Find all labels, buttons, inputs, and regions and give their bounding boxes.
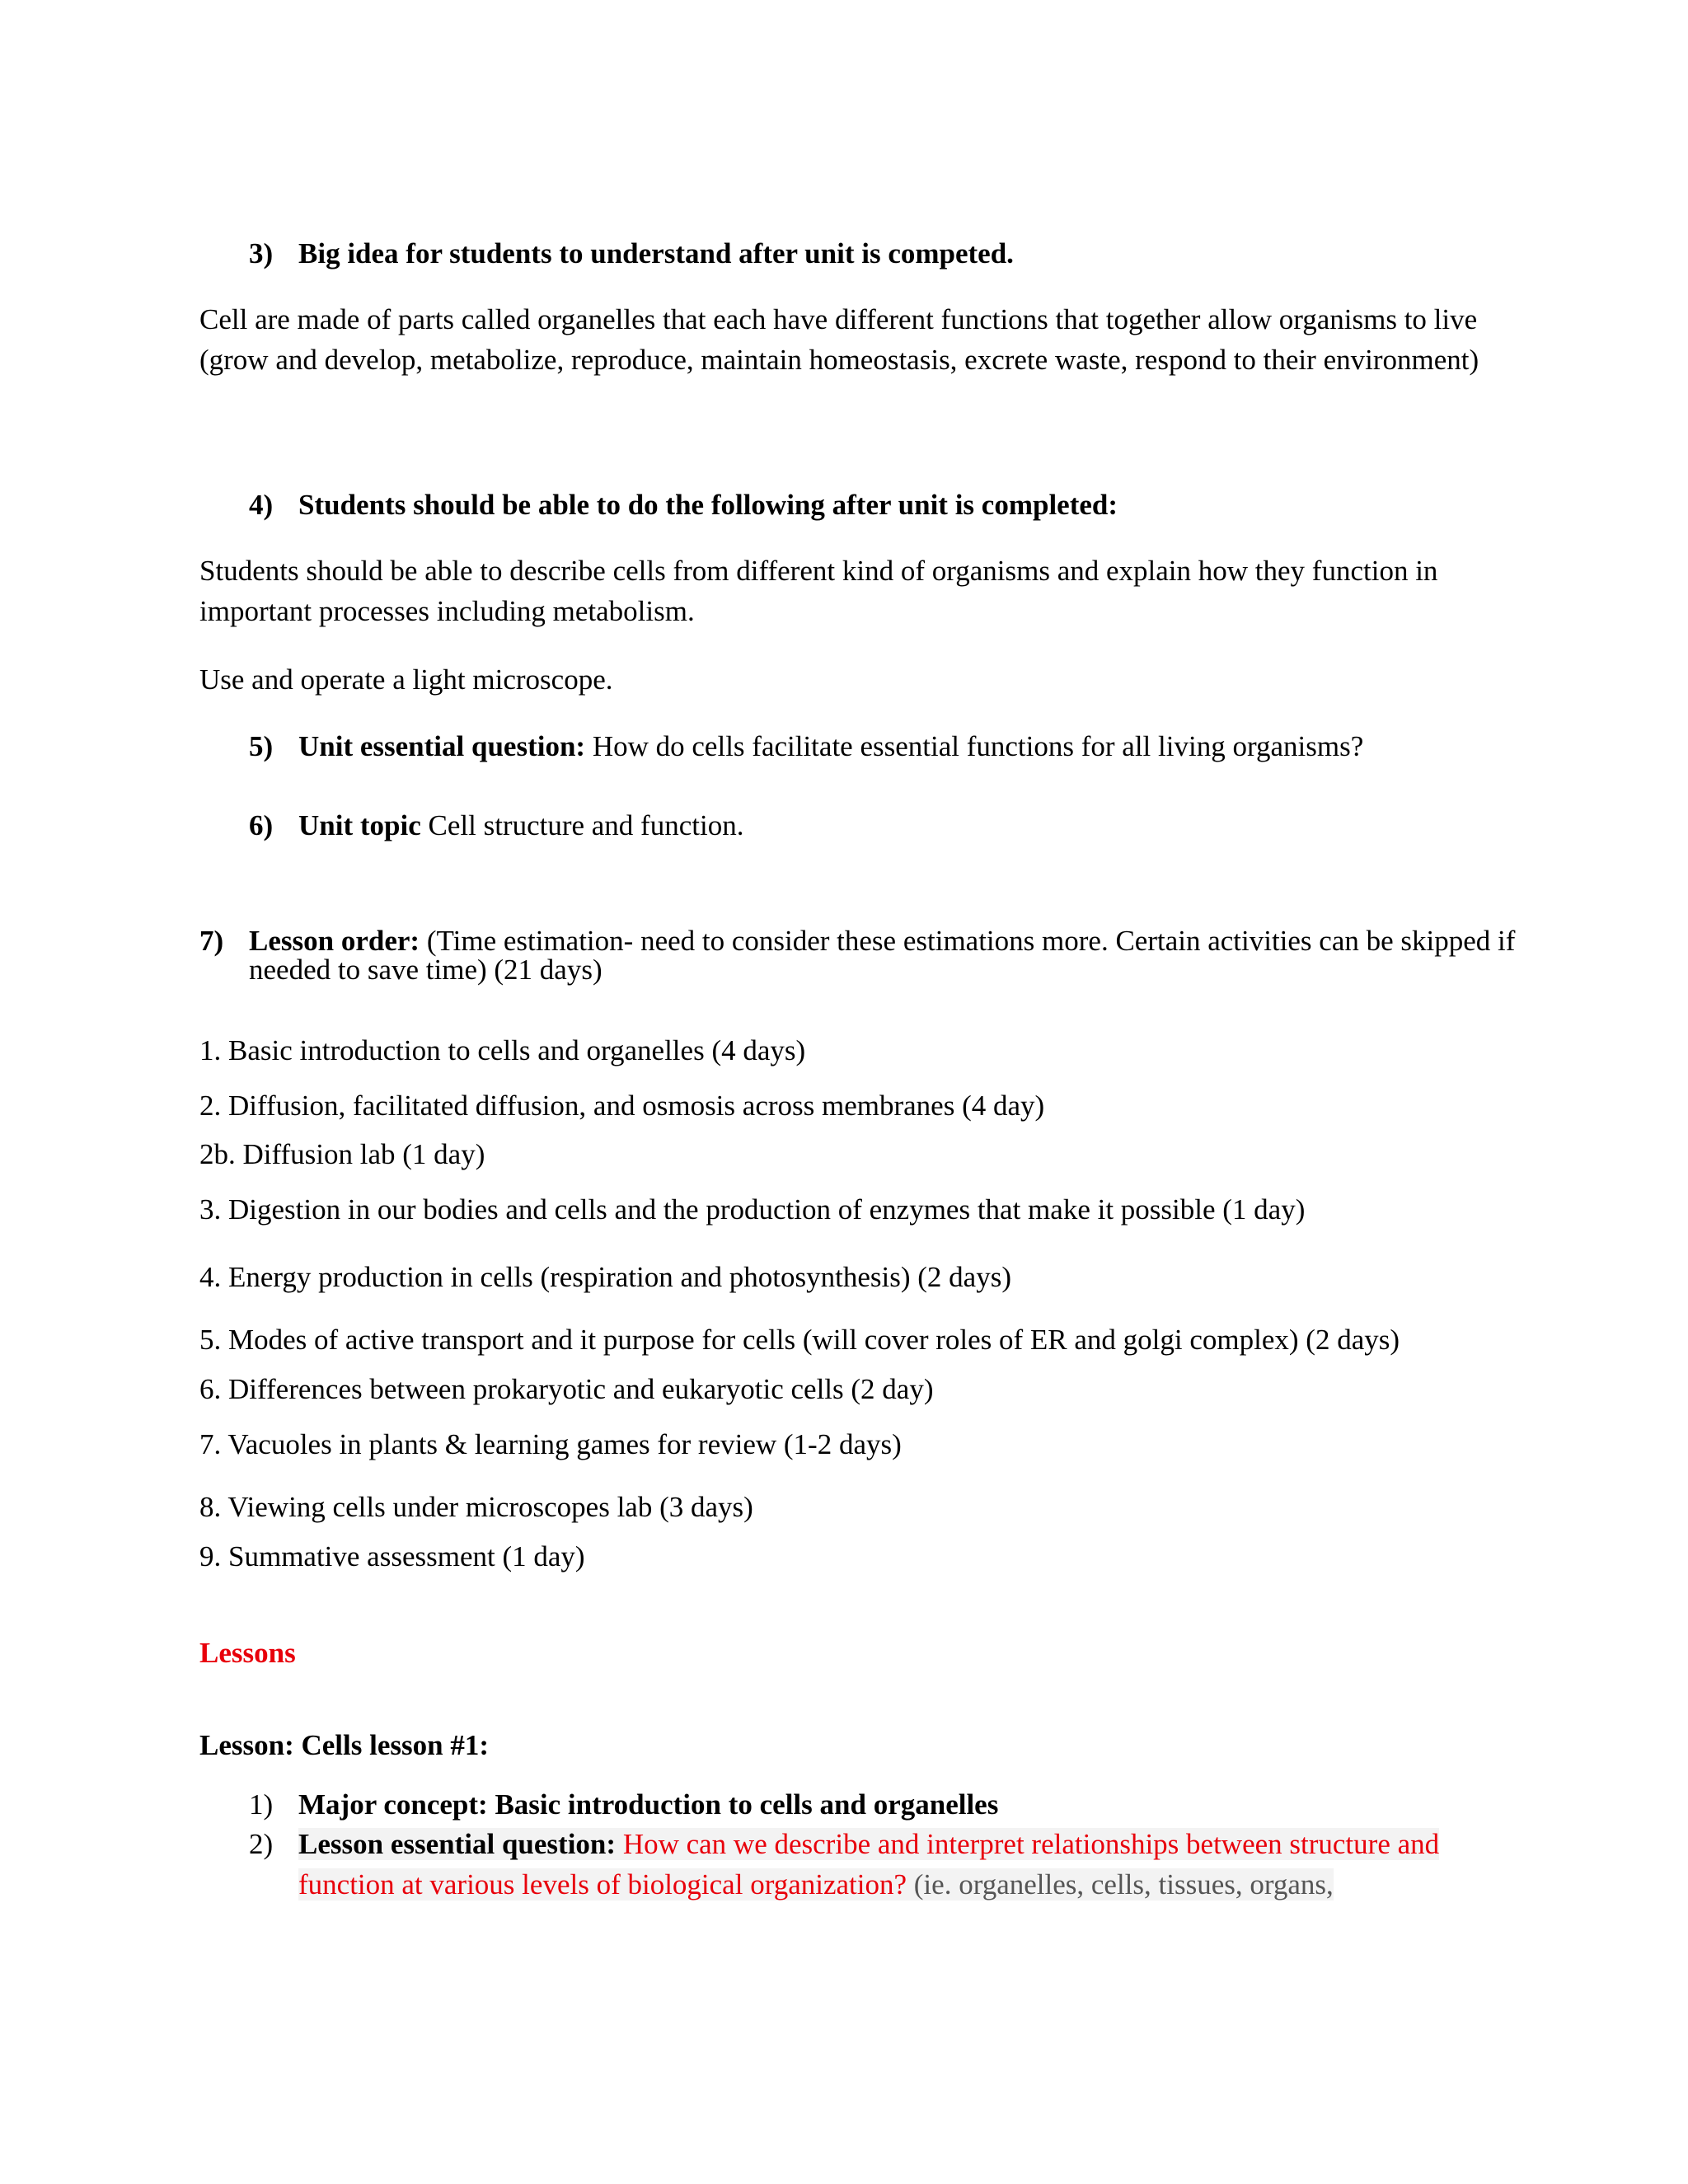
lesson-1-item-1 [249, 1784, 1502, 1825]
section-3-number: 3) [249, 237, 274, 269]
section-4-body-2: Use and operate a light microscope. [199, 663, 613, 696]
section-6 [249, 805, 743, 846]
lesson-1-essential-question: How can we describe and interpret relationships between structure and function at various levels of biological organization? [298, 1828, 1440, 1900]
lesson-1-title: Lesson: Cells lesson #1: [199, 1729, 489, 1761]
section-6-label: Unit topic [298, 809, 421, 841]
section-7 [199, 926, 1518, 984]
lesson-order-item: 7. Vacuoles in plants & learning games for review (1-2 days) [199, 1428, 902, 1460]
lesson-order-item: 2b. Diffusion lab (1 day) [199, 1138, 485, 1170]
lesson-order-item: 9. Summative assessment (1 day) [199, 1540, 585, 1572]
section-6-text: Cell structure and function. [420, 809, 744, 841]
lesson-order-item: 5. Modes of active transport and it purpose for cells (will cover roles of ER and golgi complex) (2 days) [199, 1324, 1400, 1356]
section-5 [249, 726, 1363, 766]
lesson-order-item: 4. Energy production in cells (respiration and photosynthesis) (2 days) [199, 1261, 1011, 1293]
section-6-number: 6) [249, 809, 274, 841]
lesson-1-item-1-text: Major concept: Basic introduction to cells and organelles [298, 1788, 999, 1821]
section-5-number: 5) [249, 730, 274, 762]
lesson-order-item: 3. Digestion in our bodies and cells and the production of enzymes that make it possible (1 day) [199, 1193, 1306, 1226]
section-3-heading [249, 233, 1014, 274]
lesson-1-item-2-number: 2) [249, 1828, 274, 1860]
lesson-order-item: 2. Diffusion, facilitated diffusion, and osmosis across membranes (4 day) [199, 1090, 1045, 1122]
section-4-number: 4) [249, 489, 274, 521]
section-4-heading [249, 485, 1118, 525]
section-3-heading-text: Big idea for students to understand after unit is competed. [298, 237, 1014, 269]
section-5-text: How do cells facilitate essential functions for all living organisms? [585, 730, 1364, 762]
section-4-heading-text: Students should be able to do the following after unit is completed: [298, 489, 1118, 521]
section-7-label: Lesson order: [249, 925, 420, 957]
section-7-text: (Time estimation- need to consider these estimations more. Certain activities can be skipped if needed to save time) (21 days) [249, 925, 1516, 986]
lesson-order-item: 6. Differences between prokaryotic and eukaryotic cells (2 day) [199, 1373, 934, 1405]
section-3-body: Cell are made of parts called organelles that each have different functions that together allow organisms to live (grow and develop, metabolize, reproduce, maintain homeostasis, excrete waste, respond to their environment) [199, 303, 1479, 376]
section-4-body-1: Students should be able to describe cells from different kind of organisms and explain how they function in important processes including metabolism. [199, 555, 1438, 627]
lessons-heading: Lessons [199, 1637, 296, 1669]
section-7-number: 7) [199, 925, 224, 957]
lesson-1-item-2 [249, 1824, 1502, 1905]
lesson-1-item-2-tail: (ie. organelles, cells, tissues, organs, [907, 1868, 1334, 1900]
section-5-label: Unit essential question: [298, 730, 586, 762]
lesson-1-item-2-label: Lesson essential question: [298, 1828, 617, 1860]
lesson-order-item: 8. Viewing cells under microscopes lab (3 days) [199, 1491, 753, 1523]
lesson-order-item: 1. Basic introduction to cells and organelles (4 days) [199, 1034, 806, 1066]
lesson-1-item-1-number: 1) [249, 1788, 274, 1821]
